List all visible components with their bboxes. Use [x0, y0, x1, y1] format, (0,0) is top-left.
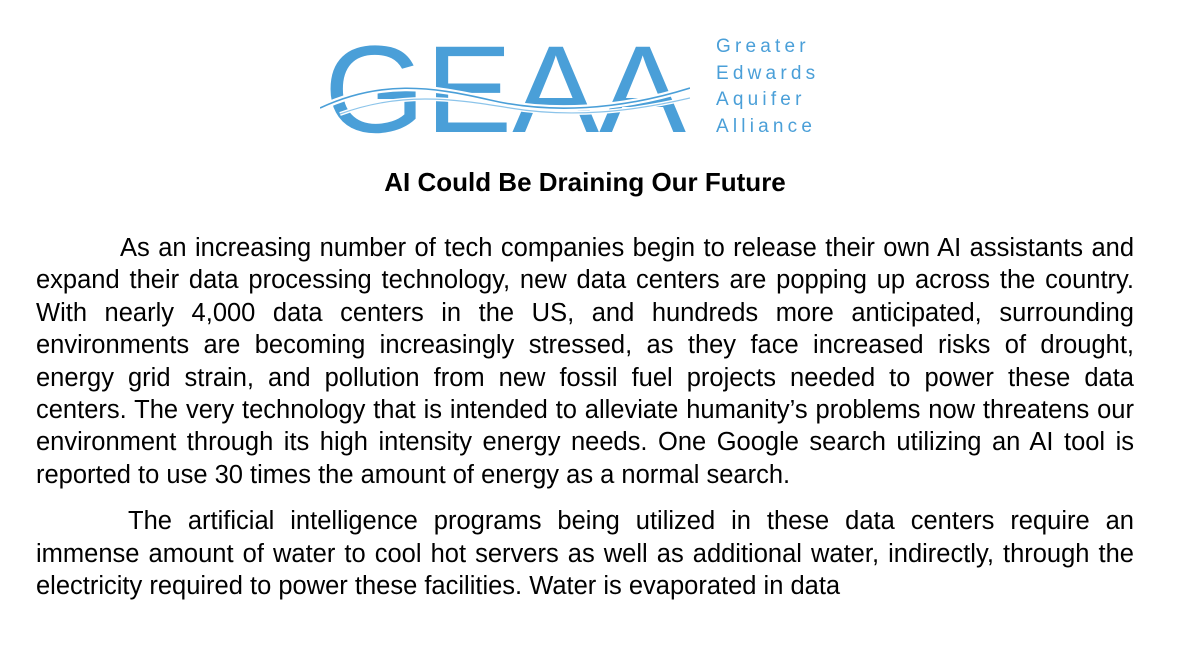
- logo-word: Greater: [716, 36, 810, 57]
- document-body: [36, 232, 1134, 616]
- logo-wordmark: [716, 34, 819, 140]
- body-paragraph: The artificial intelligence programs being utilized in these data centers require an immense amount of water to cool hot servers as well as additional water, indirectly, through the electricity required to power these facilities. Water is evaporated in data: [36, 507, 1134, 601]
- logo-word: Aquifer: [716, 89, 806, 110]
- logo-word: Alliance: [716, 115, 817, 137]
- body-paragraph: As an increasing number of tech companies begin to release their own AI assistants and expand their data processing technology, new data centers are popping up across the country. With nearly 4,000 data centers in the US, and hundreds more anticipated, surrounding environments are becoming increasingly stressed, as they face increased risks of drought, energy grid strain, and pollution from new fossil fuel projects needed to power these data centers. The very technology that is intended to alleviate humanity’s problems now threatens our environment through its high intensity energy needs. One Google search utilizing an AI tool is reported to use 30 times the amount of energy as a normal search.: [36, 234, 1134, 489]
- geaa-logo-mark: [320, 28, 690, 140]
- logo-acronym: GEAA: [324, 28, 687, 140]
- geaa-logo: [320, 28, 860, 140]
- logo-word: Edwards: [716, 62, 820, 84]
- document-title: AI Could Be Draining Our Future: [384, 167, 786, 197]
